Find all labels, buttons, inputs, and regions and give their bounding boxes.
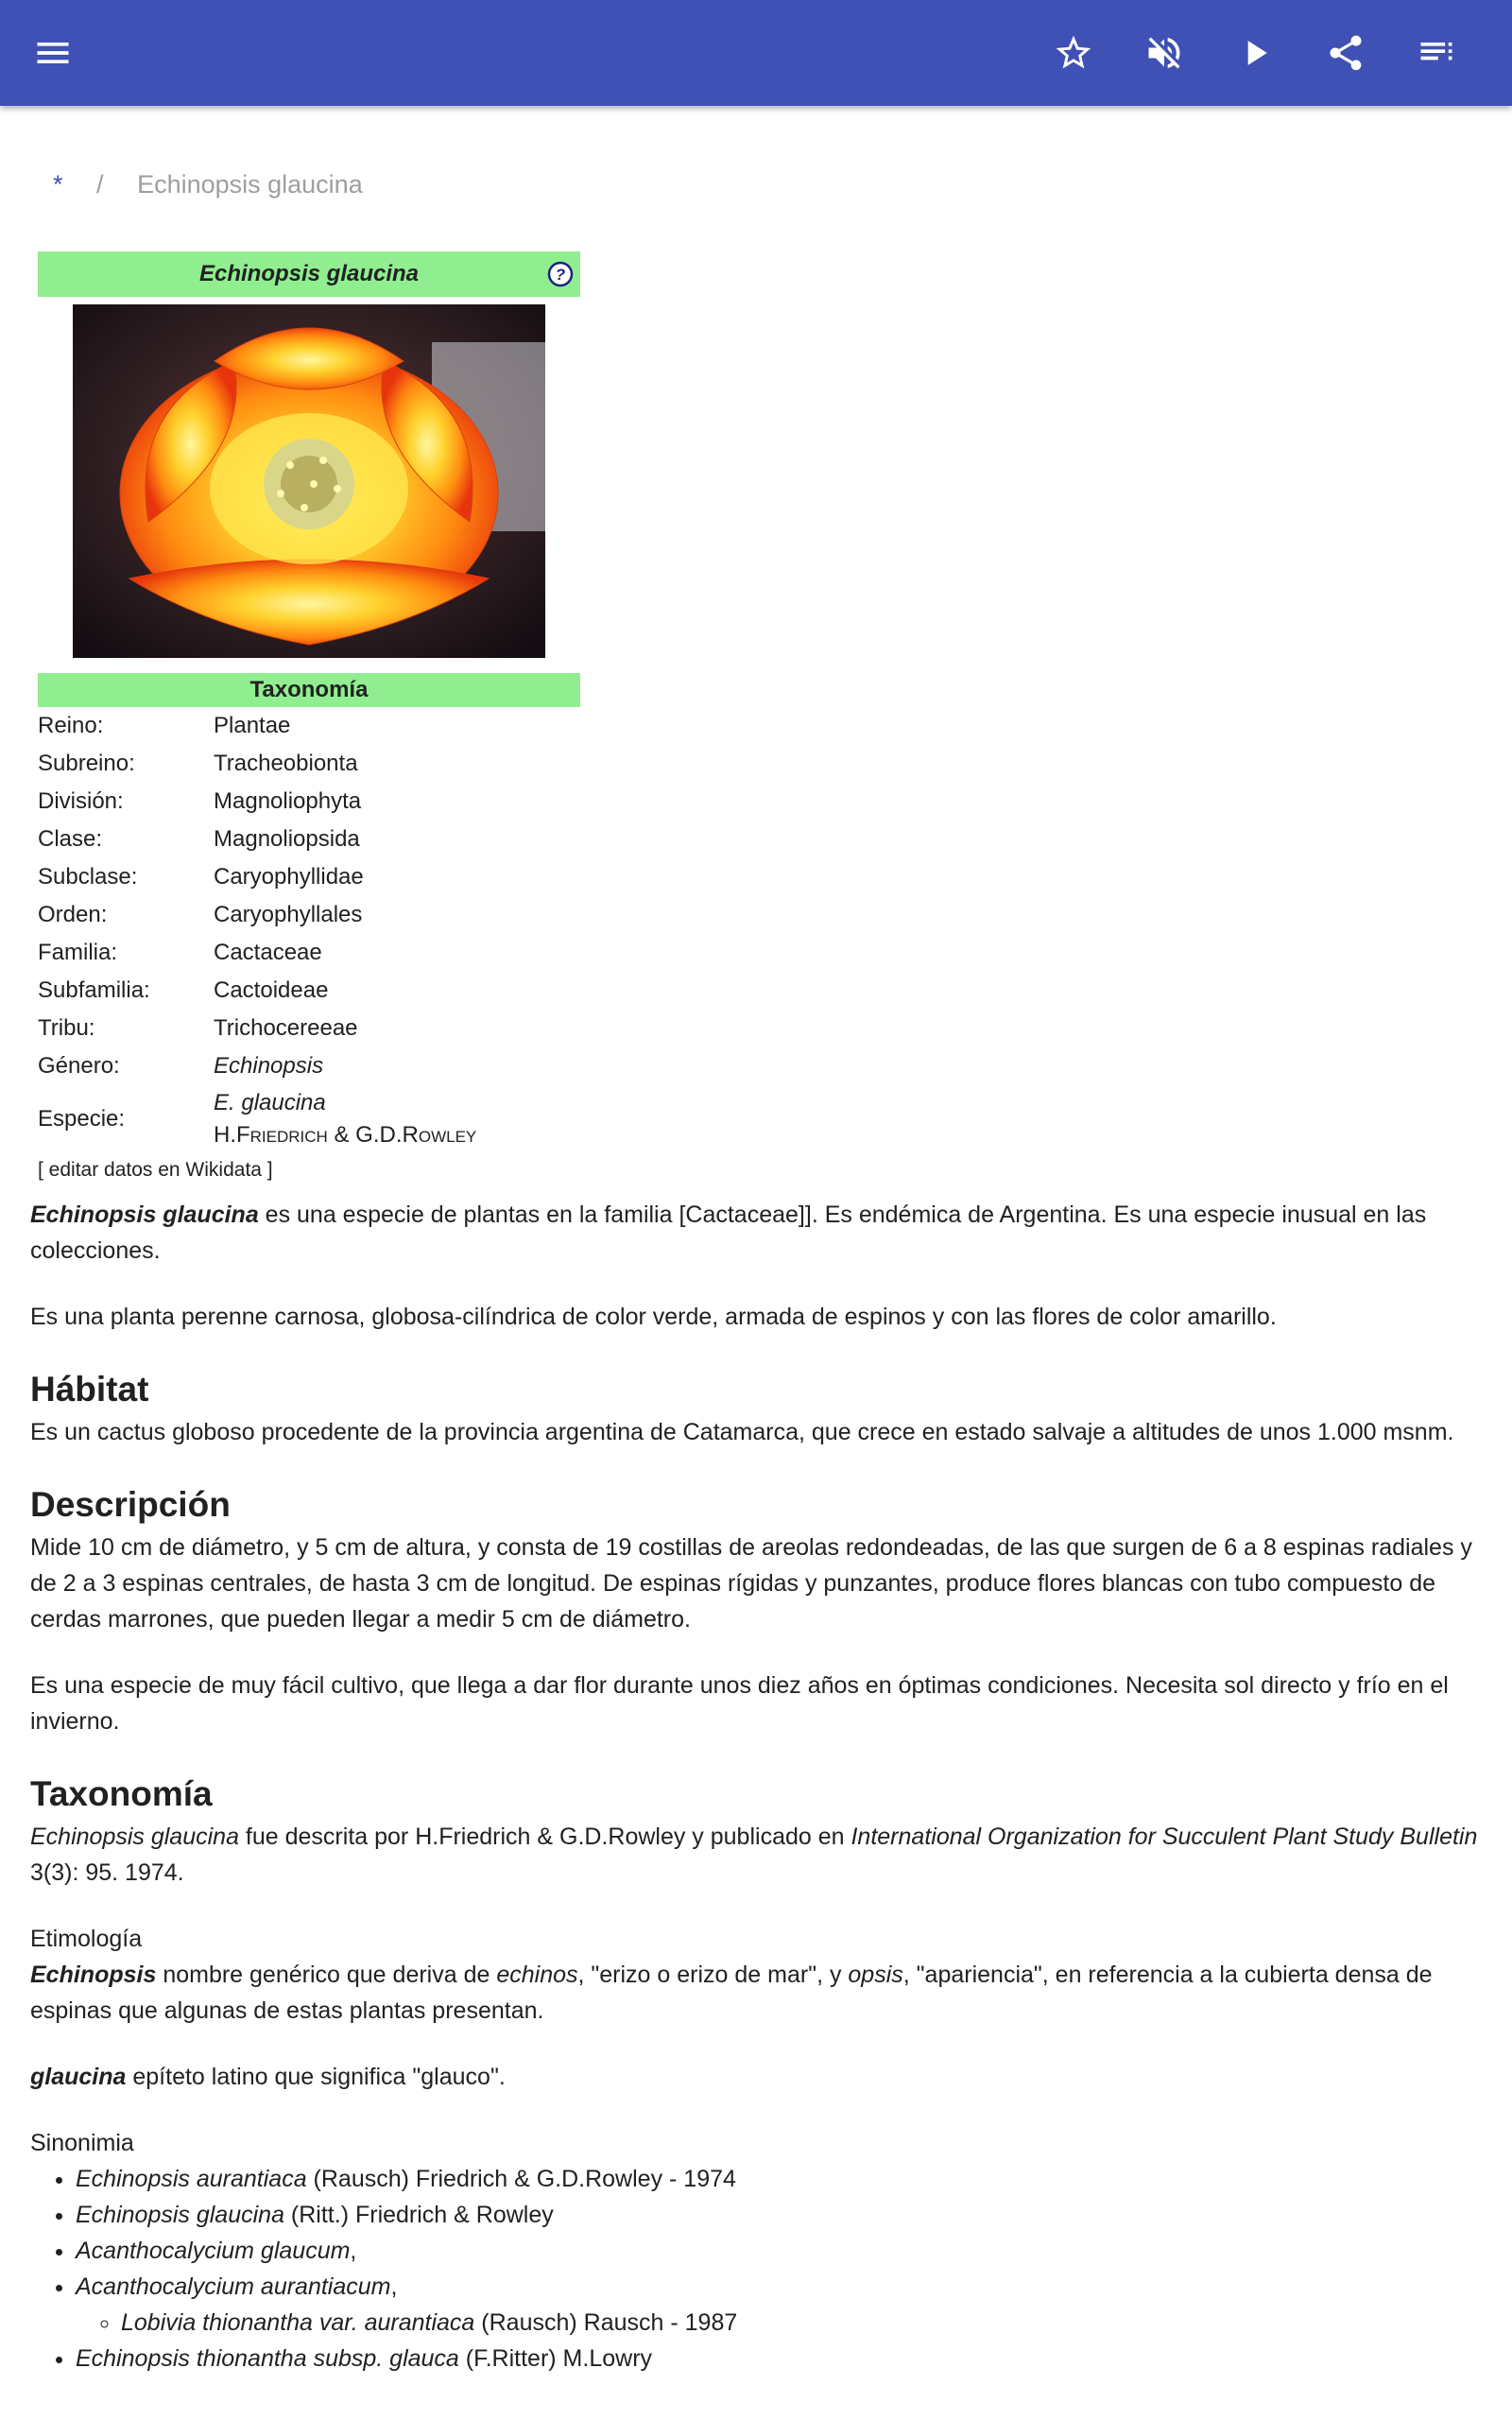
taxonomy-rank: Reino: — [38, 713, 104, 738]
taxonomy-value[interactable]: Caryophyllidae — [214, 864, 364, 890]
help-icon[interactable] — [546, 260, 575, 288]
taxonomy-value[interactable]: Caryophyllales — [214, 902, 363, 927]
taxonomy-rank: Clase: — [38, 826, 103, 852]
etymology-paragraph — [30, 1957, 1486, 2029]
taxonomy-rank: División: — [38, 788, 124, 814]
synonym-author: (F.Ritter) M.Lowry — [458, 2345, 653, 2372]
etym-text-b: , "erizo o erizo de mar", y — [577, 1962, 849, 1988]
etym-text-c: , "apariencia", en referencia a la cubierta densa de espinas que algunas de estas plantas presentan. — [30, 1962, 1433, 2024]
synonym-name: Acanthocalycium aurantiacum — [76, 2273, 391, 2300]
synonym-author: , — [350, 2238, 357, 2264]
taxonomy-rank: Género: — [38, 1053, 120, 1079]
taxonomy-rank: Orden: — [38, 902, 108, 927]
breadcrumb-current: Echinopsis glaucina — [137, 170, 363, 199]
taxonomy-rank: Familia: — [38, 940, 118, 965]
etymology-label: Etimología — [30, 1926, 143, 1952]
etym-genus: Echinopsis — [30, 1962, 157, 1988]
synonyms-label: Sinonimia — [30, 2130, 134, 2156]
taxonomia-paragraph — [30, 1819, 1486, 1891]
breadcrumb-root[interactable]: * — [53, 170, 63, 199]
glaucina-bold: glaucina — [30, 2064, 127, 2090]
synonym-name: Echinopsis thionantha subsp. glauca — [76, 2345, 459, 2372]
tax-publication: International Organization for Succulent Plant Study Bulletin — [850, 1824, 1478, 1850]
list-item — [76, 2161, 1486, 2197]
species-photo[interactable] — [73, 304, 545, 658]
taxonomy-row — [38, 896, 580, 934]
glaucina-text: epíteto latino que significa "glauco". — [126, 2064, 506, 2090]
habitat-heading: Hábitat — [30, 1370, 149, 1409]
taxonomy-rank: Subfamilia: — [38, 977, 150, 1003]
breadcrumb — [53, 170, 363, 199]
intro-paragraph — [30, 1197, 1486, 1269]
taxonomy-value[interactable]: Tracheobionta — [214, 751, 358, 776]
tax-text: fue descrita por H.Friedrich & G.D.Rowley y publicado en — [238, 1824, 851, 1850]
synonyms-list — [30, 2161, 1486, 2377]
taxonomy-value[interactable]: Magnoliophyta — [214, 788, 362, 814]
taxobox-title: Echinopsis glaucina — [198, 261, 420, 286]
habitat-paragraph: Es un cactus globoso procedente de la provincia argentina de Catamarca, que crece en estado salvaje a altitudes de unos 1.000 msnm. — [30, 1419, 1454, 1445]
taxonomy-value[interactable]: Trichocereeae — [214, 1015, 358, 1041]
taxobox-header — [38, 251, 580, 297]
synonym-author: (Rausch) Rausch - 1987 — [474, 2309, 738, 2336]
taxonomy-table — [38, 707, 580, 1153]
taxonomy-rank: Tribu: — [38, 1015, 95, 1041]
breadcrumb-separator: / — [96, 170, 104, 199]
volume-off-icon[interactable] — [1136, 25, 1193, 81]
taxonomy-row — [38, 745, 580, 783]
synonym-name: Echinopsis aurantiaca — [76, 2166, 307, 2192]
taxonomy-value[interactable]: Cactoideae — [214, 977, 329, 1003]
taxonomia-heading: Taxonomía — [30, 1774, 213, 1813]
description-paragraph: Es una planta perenne carnosa, globosa-cilíndrica de color verde, armada de espinos y con las flores de color amarillo. — [30, 1304, 1277, 1330]
share-icon[interactable] — [1317, 25, 1374, 81]
synonym-name: Lobivia thionantha var. aurantiaca — [121, 2309, 475, 2336]
species-author: H.Friedrich & G.D.Rowley — [214, 1122, 477, 1148]
taxonomy-row — [38, 934, 580, 972]
species-label: Especie: — [38, 1106, 126, 1132]
list-item — [76, 2341, 1486, 2377]
play-icon[interactable] — [1227, 25, 1283, 81]
descripcion-paragraph-1: Mide 10 cm de diámetro, y 5 cm de altura, y consta de 19 costillas de areolas redondeadas, de las que surgen de 6 a 8 espinas radiales y de 2 a 3 espinas centrales, de hasta 3 cm de longitud. De espinas rígidas y punzantes, produce flores blancas con tubo compuesto de cerdas marrones, que pueden llegar a medir 5 cm de diámetro. — [30, 1534, 1472, 1633]
edit-wikidata-link[interactable]: [ editar datos en Wikidata ] — [38, 1159, 273, 1181]
synonym-author: (Rausch) Friedrich & G.D.Rowley - 1974 — [306, 2166, 736, 2192]
synonyms-sublist — [76, 2305, 1486, 2341]
taxonomy-rank: Subreino: — [38, 751, 135, 776]
synonym-author: (Ritt.) Friedrich & Rowley — [284, 2202, 554, 2228]
taxonomy-value[interactable]: Echinopsis — [214, 1053, 324, 1079]
taxonomy-row — [38, 821, 580, 858]
taxonomy-row — [38, 707, 580, 745]
app-bar — [0, 0, 1512, 106]
glaucina-paragraph — [30, 2059, 1486, 2095]
star-outline-icon[interactable] — [1045, 25, 1102, 81]
etym-opsis: opsis — [848, 1962, 903, 1988]
etym-echinos: echinos — [496, 1962, 578, 1988]
list-item — [76, 2197, 1486, 2233]
synonym-author: , — [390, 2273, 398, 2300]
svg-text:?: ? — [555, 266, 566, 284]
intro-bold: Echinopsis glaucina — [30, 1201, 259, 1228]
taxonomy-rank: Subclase: — [38, 864, 138, 890]
taxonomy-header: Taxonomía — [38, 673, 580, 707]
intro-text: es una especie de plantas en la familia [Cactaceae]]. Es endémica de Argentina. Es una especie inusual en las colecciones. — [30, 1201, 1427, 1264]
taxonomy-row — [38, 972, 580, 1010]
taxonomy-value[interactable]: Plantae — [214, 713, 291, 738]
taxonomy-value[interactable]: Cactaceae — [214, 940, 322, 965]
taxonomy-row — [38, 1047, 580, 1085]
synonym-name: Echinopsis glaucina — [76, 2202, 284, 2228]
playlist-icon[interactable] — [1408, 25, 1465, 81]
descripcion-heading: Descripción — [30, 1485, 231, 1524]
synonym-name: Acanthocalycium glaucum — [76, 2238, 351, 2264]
list-item — [121, 2305, 1486, 2341]
list-item — [76, 2269, 1486, 2341]
taxonomy-value[interactable]: Magnoliopsida — [214, 826, 360, 852]
menu-icon[interactable] — [25, 25, 81, 81]
taxonomy-row — [38, 858, 580, 896]
tax-species: Echinopsis glaucina — [30, 1824, 239, 1850]
taxonomy-row — [38, 783, 580, 821]
etym-text-a: nombre genérico que deriva de — [156, 1962, 497, 1988]
species-name[interactable]: E. glaucina — [214, 1090, 326, 1115]
tax-citation: 3(3): 95. 1974. — [30, 1859, 184, 1886]
article — [30, 1197, 1486, 2377]
descripcion-paragraph-2: Es una especie de muy fácil cultivo, que llega a dar flor durante unos diez años en óptimas condiciones. Necesita sol directo y frío en el invierno. — [30, 1672, 1449, 1735]
list-item — [76, 2233, 1486, 2269]
taxobox — [38, 251, 580, 1182]
taxonomy-row — [38, 1010, 580, 1047]
